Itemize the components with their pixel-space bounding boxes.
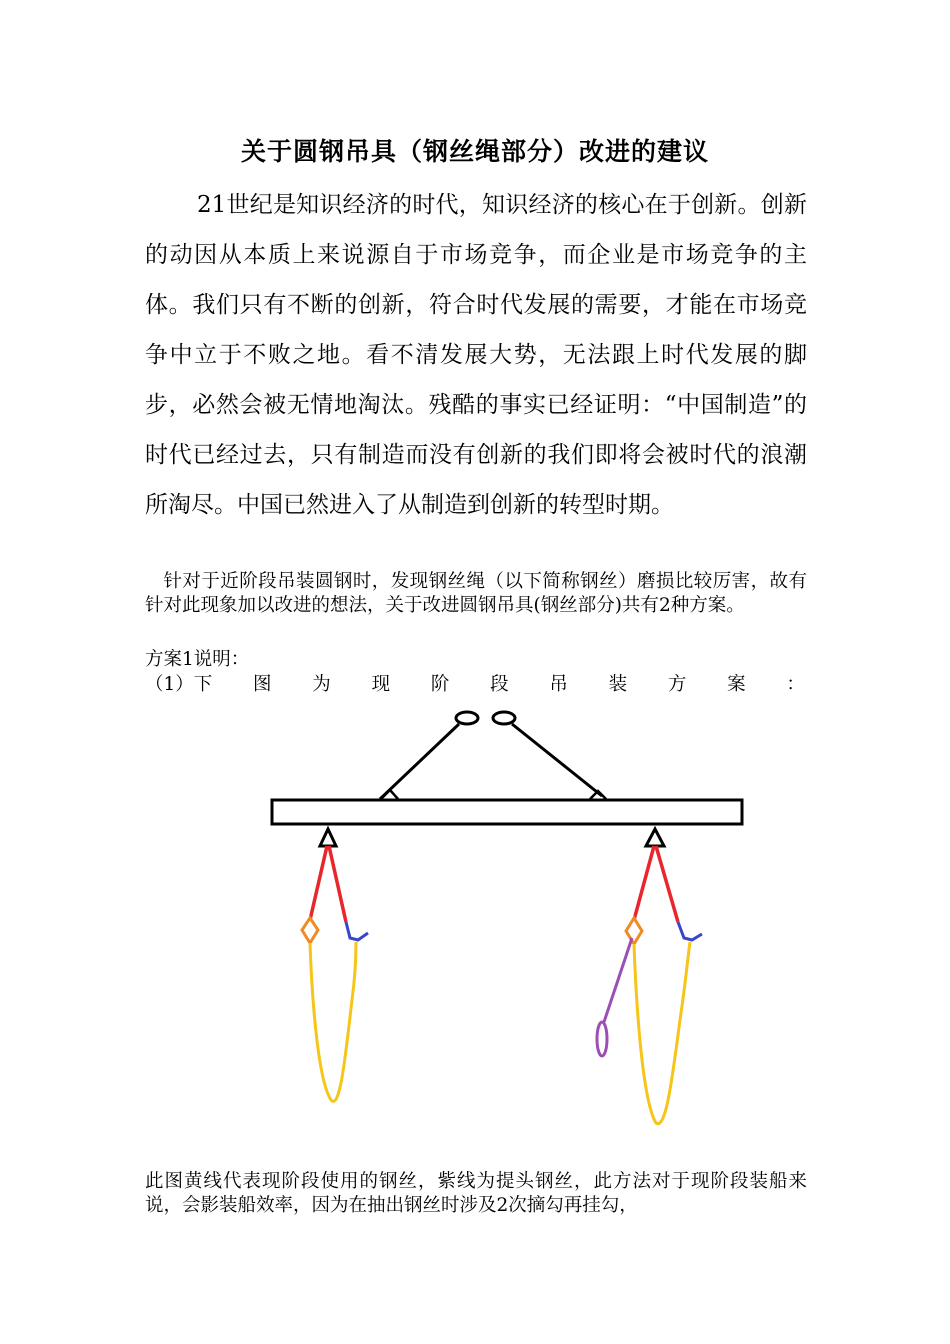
right-yellow-rope: [634, 942, 690, 1124]
left-lug: [320, 829, 336, 846]
document-title: 关于圆钢吊具（钢丝绳部分）改进的建议: [240, 137, 709, 166]
step1-line: [145, 673, 805, 697]
step1-char: （1）下: [145, 674, 213, 695]
purple-lifting-rope: [604, 938, 632, 1022]
step1-char: 现: [371, 674, 391, 695]
step1-char: ：: [786, 674, 805, 695]
right-lug: [646, 829, 664, 846]
right-blue-hook: [678, 922, 702, 940]
step1-char: 为: [312, 674, 331, 695]
lifting-diagram: [0, 700, 950, 1160]
left-red-rope-b: [329, 846, 346, 922]
step1-char: 图: [253, 674, 272, 695]
problem-paragraph: [145, 570, 807, 618]
left-upper-sling: [380, 724, 459, 799]
right-red-rope-a: [634, 846, 654, 920]
right-orange-shackle: [626, 918, 642, 944]
step1-char: 吊: [549, 674, 568, 695]
right-sling-clip: [590, 791, 606, 799]
right-red-rope-b: [656, 846, 678, 922]
problem-text: 针对于近阶段吊装圆钢时，发现钢丝绳（以下简称钢丝）磨损比较厉害，故有针对此现象加以改进的想法，关于改进圆钢吊具(钢丝部分)共有2种方案。: [145, 571, 807, 616]
purple-rope-loop: [597, 1022, 607, 1056]
left-orange-shackle: [302, 918, 318, 943]
right-upper-sling: [512, 724, 602, 796]
intro-paragraph: [145, 180, 807, 530]
plan1-label: 方案1说明：: [145, 649, 250, 670]
left-red-rope-a: [310, 846, 327, 920]
intro-text: 21世纪是知识经济的时代，知识经济的核心在于创新。创新的动因从本质上来说源自于市场竞争，而企业是市场竞争的主体。我们只有不断的创新，符合时代发展的需要，才能在市场竞争中立于不败之地。看不清发展大势，无法跟上时代发展的脚步，必然会被无情地淘汰。残酷的事实已经证明：“中国制造”的时代已经过去，只有制造而没有创新的我们即将会被时代的浪潮所淘尽。中国已然进入了从制造到创新的转型时期。: [145, 192, 807, 518]
step1-char: 案: [727, 674, 746, 695]
spreader-beam: [272, 800, 742, 824]
step1-char: 段: [490, 674, 509, 695]
right-top-ring: [493, 712, 515, 724]
step1-char: 阶: [430, 674, 450, 695]
left-blue-hook: [346, 922, 368, 940]
step1-char: 装: [608, 674, 628, 695]
explanation-paragraph: 此图黄线代表现阶段使用的钢丝，紫线为提头钢丝，此方法对于现阶段装船来说，会影装船效率，因为在抽出钢丝时涉及2次摘勾再挂勾，: [145, 1171, 807, 1216]
left-yellow-rope: [310, 942, 356, 1101]
left-top-ring: [456, 712, 478, 724]
step1-char: 方: [667, 674, 687, 695]
